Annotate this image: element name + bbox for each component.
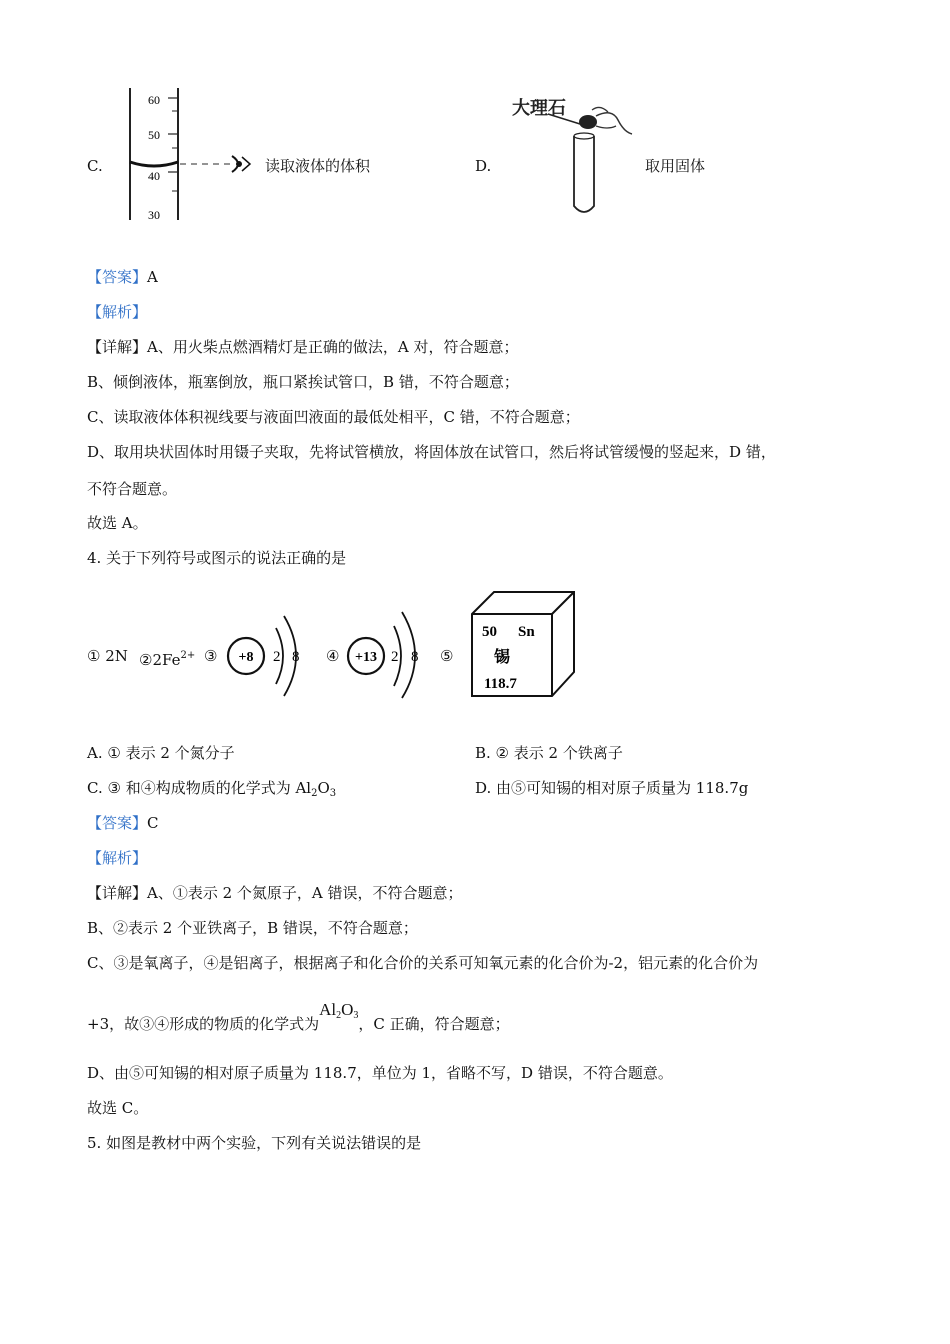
marble-piece bbox=[579, 115, 597, 129]
symbol-2: $②2Fe^{2+}$ bbox=[139, 650, 196, 669]
hand-icon bbox=[596, 113, 632, 134]
q4-conclusion: 故选 C。 bbox=[87, 1099, 149, 1117]
q4-analysis-tag: 【解析】 bbox=[87, 849, 148, 867]
q4-answer bbox=[87, 813, 159, 833]
q3-answer bbox=[87, 267, 158, 287]
formula-al2o3: $Al_2O_3$ bbox=[319, 1000, 359, 1021]
symbol-1: ① 2N bbox=[87, 647, 128, 665]
option-d-caption: 取用固体 bbox=[645, 157, 706, 175]
q4-detail-line-c1: C、③是氧离子，④是铝离子，根据离子和化合价的关系可知氧元素的化合价为-2，铝元素的化合价为 bbox=[87, 954, 759, 972]
q4-detail-line-d: D、由⑤可知锡的相对原子质量为 118.7，单位为 1，省略不写，D 错误，不符合题意。 bbox=[87, 1064, 673, 1082]
q3-detail-line-c: C、读取液体体积视线要与液面凹液面的最低处相平，C 错，不符合题意； bbox=[87, 408, 580, 426]
shell-1-electrons: 2 bbox=[391, 649, 399, 665]
q4-option-b: B. ② 表示 2 个铁离子 bbox=[475, 744, 623, 762]
q4-option-c: C. ③ 和④构成物质的化学式为 $Al_2O_3$ bbox=[87, 779, 337, 799]
q4-option-d: D. 由⑤可知锡的相对原子质量为 118.7g bbox=[475, 779, 749, 797]
meniscus bbox=[130, 162, 178, 166]
nucleus-charge: +8 bbox=[238, 650, 254, 665]
option-c-label: C. bbox=[87, 157, 103, 175]
q3-detail-line-b: B、倾倒液体，瓶塞倒放，瓶口紧挨试管口，B 错，不符合题意； bbox=[87, 373, 519, 391]
answer-tag: 【答案】 bbox=[87, 814, 148, 832]
shell-1-electrons: 2 bbox=[273, 649, 281, 665]
test-tube bbox=[574, 136, 594, 212]
tick-30: 30 bbox=[148, 208, 160, 222]
q3-analysis-tag: 【解析】 bbox=[87, 303, 148, 321]
graduated-cylinder-figure bbox=[118, 86, 268, 226]
q3-detail-line-d-cont: 不符合题意。 bbox=[87, 480, 178, 498]
option-c-caption: 读取液体的体积 bbox=[265, 157, 371, 175]
q3-detail-line-d: D、取用块状固体时用镊子夹取，先将试管横放，将固体放在试管口，然后将试管缓慢的竖起来，D 错， bbox=[87, 443, 776, 461]
symbol-3-label: ③ bbox=[204, 647, 218, 665]
tick-40: 40 bbox=[148, 169, 160, 183]
symbol-5-label: ⑤ bbox=[440, 647, 454, 665]
atomic-number: 50 bbox=[482, 624, 497, 640]
marble-label: 大理石 bbox=[512, 98, 566, 118]
element-symbol: Sn bbox=[518, 624, 535, 640]
test-tube-figure bbox=[508, 86, 640, 221]
q4-option-a: A. ① 表示 2 个氮分子 bbox=[87, 744, 235, 762]
tick-50: 50 bbox=[148, 128, 160, 142]
q3-conclusion: 故选 A。 bbox=[87, 514, 148, 532]
q4-detail-line-c2: +3，故③④形成的物质的化学式为$Al_2O_3$，C 正确，符合题意； bbox=[87, 1000, 510, 1033]
q4-detail-line-b: B、②表示 2 个亚铁离子，B 错误，不符合题意； bbox=[87, 919, 418, 937]
atomic-mass: 118.7 bbox=[484, 676, 517, 692]
tick-60: 60 bbox=[148, 93, 160, 107]
detail-tag: 【详解】 bbox=[87, 884, 148, 902]
periodic-element-tile bbox=[464, 588, 578, 700]
detail-tag: 【详解】 bbox=[87, 338, 148, 356]
answer-value: C bbox=[147, 814, 159, 832]
oxygen-ion-diagram bbox=[224, 604, 324, 704]
answer-tag: 【答案】 bbox=[87, 268, 148, 286]
shell-2-electrons: 8 bbox=[411, 649, 419, 665]
shell-2-electrons: 8 bbox=[292, 649, 300, 665]
element-name: 锡 bbox=[494, 649, 511, 666]
answer-value: A bbox=[147, 268, 158, 286]
q5-stem: 5. 如图是教材中两个实验，下列有关说法错误的是 bbox=[87, 1134, 422, 1152]
nucleus-charge: +13 bbox=[355, 650, 377, 665]
option-d-label: D. bbox=[475, 157, 492, 175]
q4-stem: 4. 关于下列符号或图示的说法正确的是 bbox=[87, 549, 347, 567]
aluminum-ion-diagram bbox=[344, 598, 444, 702]
q4-detail-line-a: 【详解】A、①表示 2 个氮原子，A 错误，不符合题意； bbox=[87, 884, 463, 902]
q3-detail-line-a: 【详解】A、用火柴点燃酒精灯是正确的做法，A 对，符合题意； bbox=[87, 338, 519, 356]
symbol-4-label: ④ bbox=[326, 647, 340, 665]
